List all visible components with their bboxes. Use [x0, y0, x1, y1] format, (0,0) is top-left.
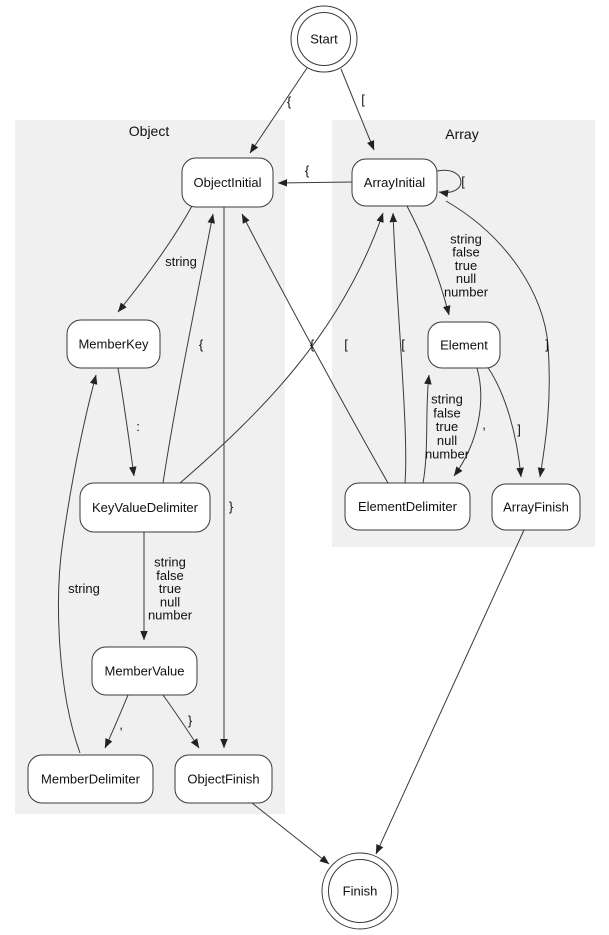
transition-label: false: [433, 405, 461, 421]
state-node-arrayfinish: [492, 484, 580, 530]
edge-objectfinish-finish: [252, 803, 329, 864]
transition-label: string: [431, 391, 463, 407]
state-node-objectinitial: [182, 158, 273, 207]
state-node-memberdelimiter: [28, 755, 153, 803]
transition-label: number: [147, 607, 193, 623]
transition-arrow: [252, 803, 329, 864]
cluster-object-label: Object: [128, 123, 170, 139]
transition-label: false: [156, 567, 184, 583]
node-label: ArrayFinish: [503, 499, 569, 515]
cluster-array-label: Array: [445, 126, 479, 142]
node-label: Finish: [342, 883, 378, 899]
node-label: ArrayInitial: [363, 175, 426, 190]
transition-label: ,: [482, 417, 486, 432]
transition-label: {: [304, 163, 310, 178]
node-label: ObjectInitial: [193, 175, 262, 190]
transition-label: [: [461, 174, 465, 189]
transition-arrow: [376, 530, 524, 854]
node-label: ElementDelimiter: [358, 499, 457, 514]
transition-label: }: [228, 499, 234, 514]
transition-label: string: [68, 581, 100, 596]
state-node-elementdelimiter: [345, 483, 470, 530]
transition-label: ]: [545, 337, 549, 352]
node-label: KeyValueDelimiter: [92, 500, 198, 515]
transition-label: {: [309, 337, 315, 352]
state-node-element: [428, 322, 500, 368]
transition-label: number: [424, 446, 470, 462]
state-node-start: [291, 6, 357, 72]
transition-label: number: [443, 284, 489, 300]
cluster-object-background: [15, 120, 285, 814]
transition-label: string: [450, 231, 482, 247]
transition-label: null: [455, 271, 477, 287]
transition-label: false: [452, 244, 480, 260]
transition-label: null: [159, 594, 181, 610]
state-node-finish: [322, 853, 398, 929]
transition-label: null: [436, 432, 458, 448]
state-node-objectfinish: [175, 755, 272, 803]
transition-label: {: [198, 337, 204, 352]
transition-label: :: [136, 419, 140, 434]
state-node-memberkey: [67, 320, 160, 368]
node-label: MemberDelimiter: [41, 771, 140, 787]
node-label: ObjectFinish: [187, 771, 260, 787]
edge-arrayfinish-finish: [376, 530, 524, 854]
node-label: Element: [440, 337, 488, 353]
node-label: MemberValue: [104, 663, 185, 679]
transition-label: {: [286, 94, 292, 109]
transition-label: [: [361, 92, 365, 107]
node-label: MemberKey: [78, 336, 149, 352]
transition-label: true: [158, 581, 182, 597]
state-node-arrayinitial: [352, 159, 437, 206]
transition-label: string: [154, 554, 186, 570]
transition-label: string: [165, 254, 197, 269]
transition-label: }: [187, 713, 193, 728]
transition-label: [: [344, 337, 348, 352]
transition-label: true: [454, 257, 478, 273]
transition-label: [: [401, 337, 405, 352]
state-node-keyvaluedelimiter: [80, 483, 210, 532]
transition-label: ]: [517, 422, 521, 437]
state-node-membervalue: [92, 647, 197, 695]
cluster-object: [15, 120, 285, 814]
transition-label: true: [435, 419, 459, 435]
node-label: Start: [310, 31, 338, 47]
transition-label: ,: [119, 717, 123, 732]
